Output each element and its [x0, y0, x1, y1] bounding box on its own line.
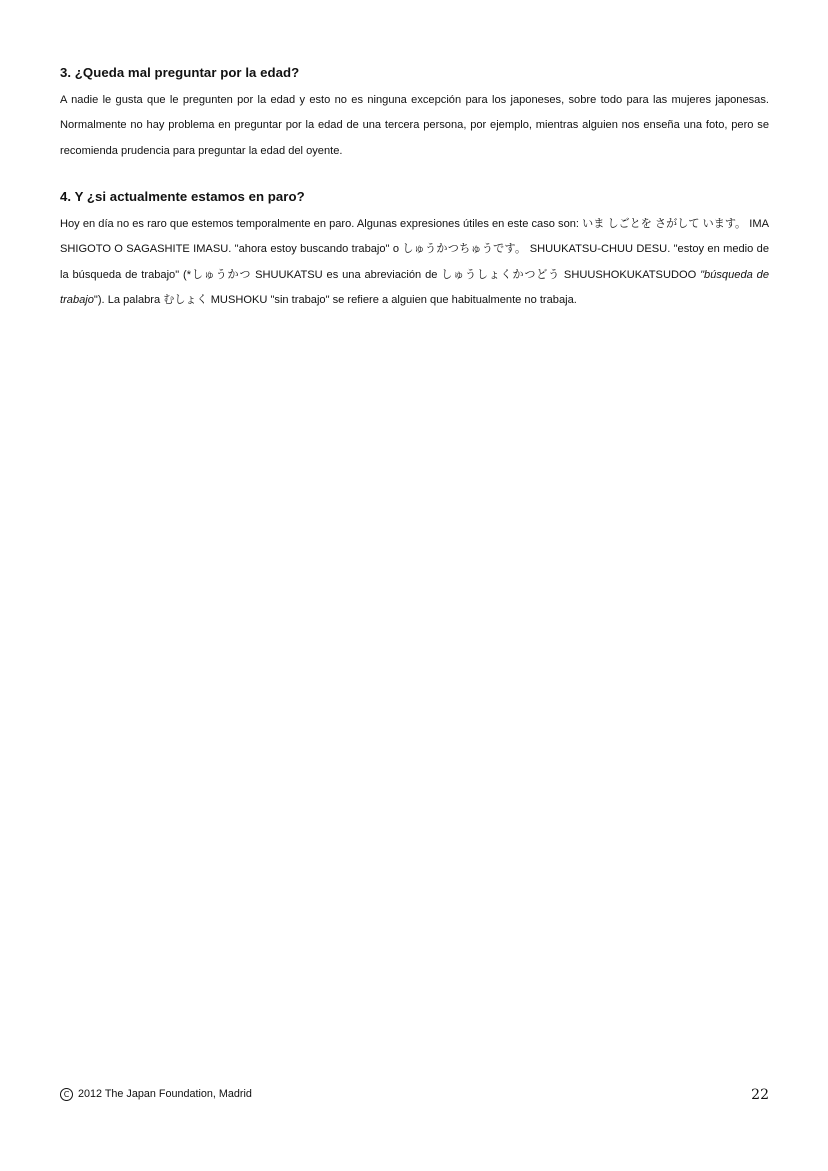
page-number: 22 — [751, 1087, 769, 1103]
footer-copyright — [60, 1087, 252, 1101]
copyright-text: 2012 The Japan Foundation, Madrid — [78, 1088, 252, 1100]
section-heading: 3. ¿Queda mal preguntar por la edad? — [60, 65, 300, 80]
section-unemployment — [60, 188, 769, 313]
section-body: A nadie le gusta que le pregunten por la edad y esto no es ninguna excepción para los japoneses, sobre todo para las mujeres japonesas. Normalmente no hay problema en preguntar por la edad de una tercera persona, por ejemplo, mientras alguien nos enseña una foto, pero se recomienda prudencia para preguntar la edad del oyente. — [60, 94, 769, 157]
body-text: Hoy en día no es raro que estemos temporalmente en paro. Algunas expresiones útiles en este caso son: いま しごとを さがして います。 IMA SHIGOTO O SAGASHITE IMASU. "ahora estoy buscando trabajo" o しゅうかつちゅうです。 SHUUKATSU-CHUU DESU. "estoy en medio de la búsqueda de trabajo" (*しゅうかつ SHUUKATSU es una abreviación de しゅうしょくかつどう SHUUSHOKUKATSUDOO — [60, 218, 769, 281]
body-text-end: "). La palabra むしょく MUSHOKU "sin trabajo" se refiere a alguien que habitualmente no trabaja. — [93, 293, 577, 306]
body-italic-text: "búsqueda de trabajo — [60, 268, 769, 306]
section-age-question — [60, 64, 769, 164]
copyright-icon: C — [60, 1088, 73, 1101]
section-heading: 4. Y ¿si actualmente estamos en paro? — [60, 189, 305, 204]
section-body — [60, 212, 769, 313]
